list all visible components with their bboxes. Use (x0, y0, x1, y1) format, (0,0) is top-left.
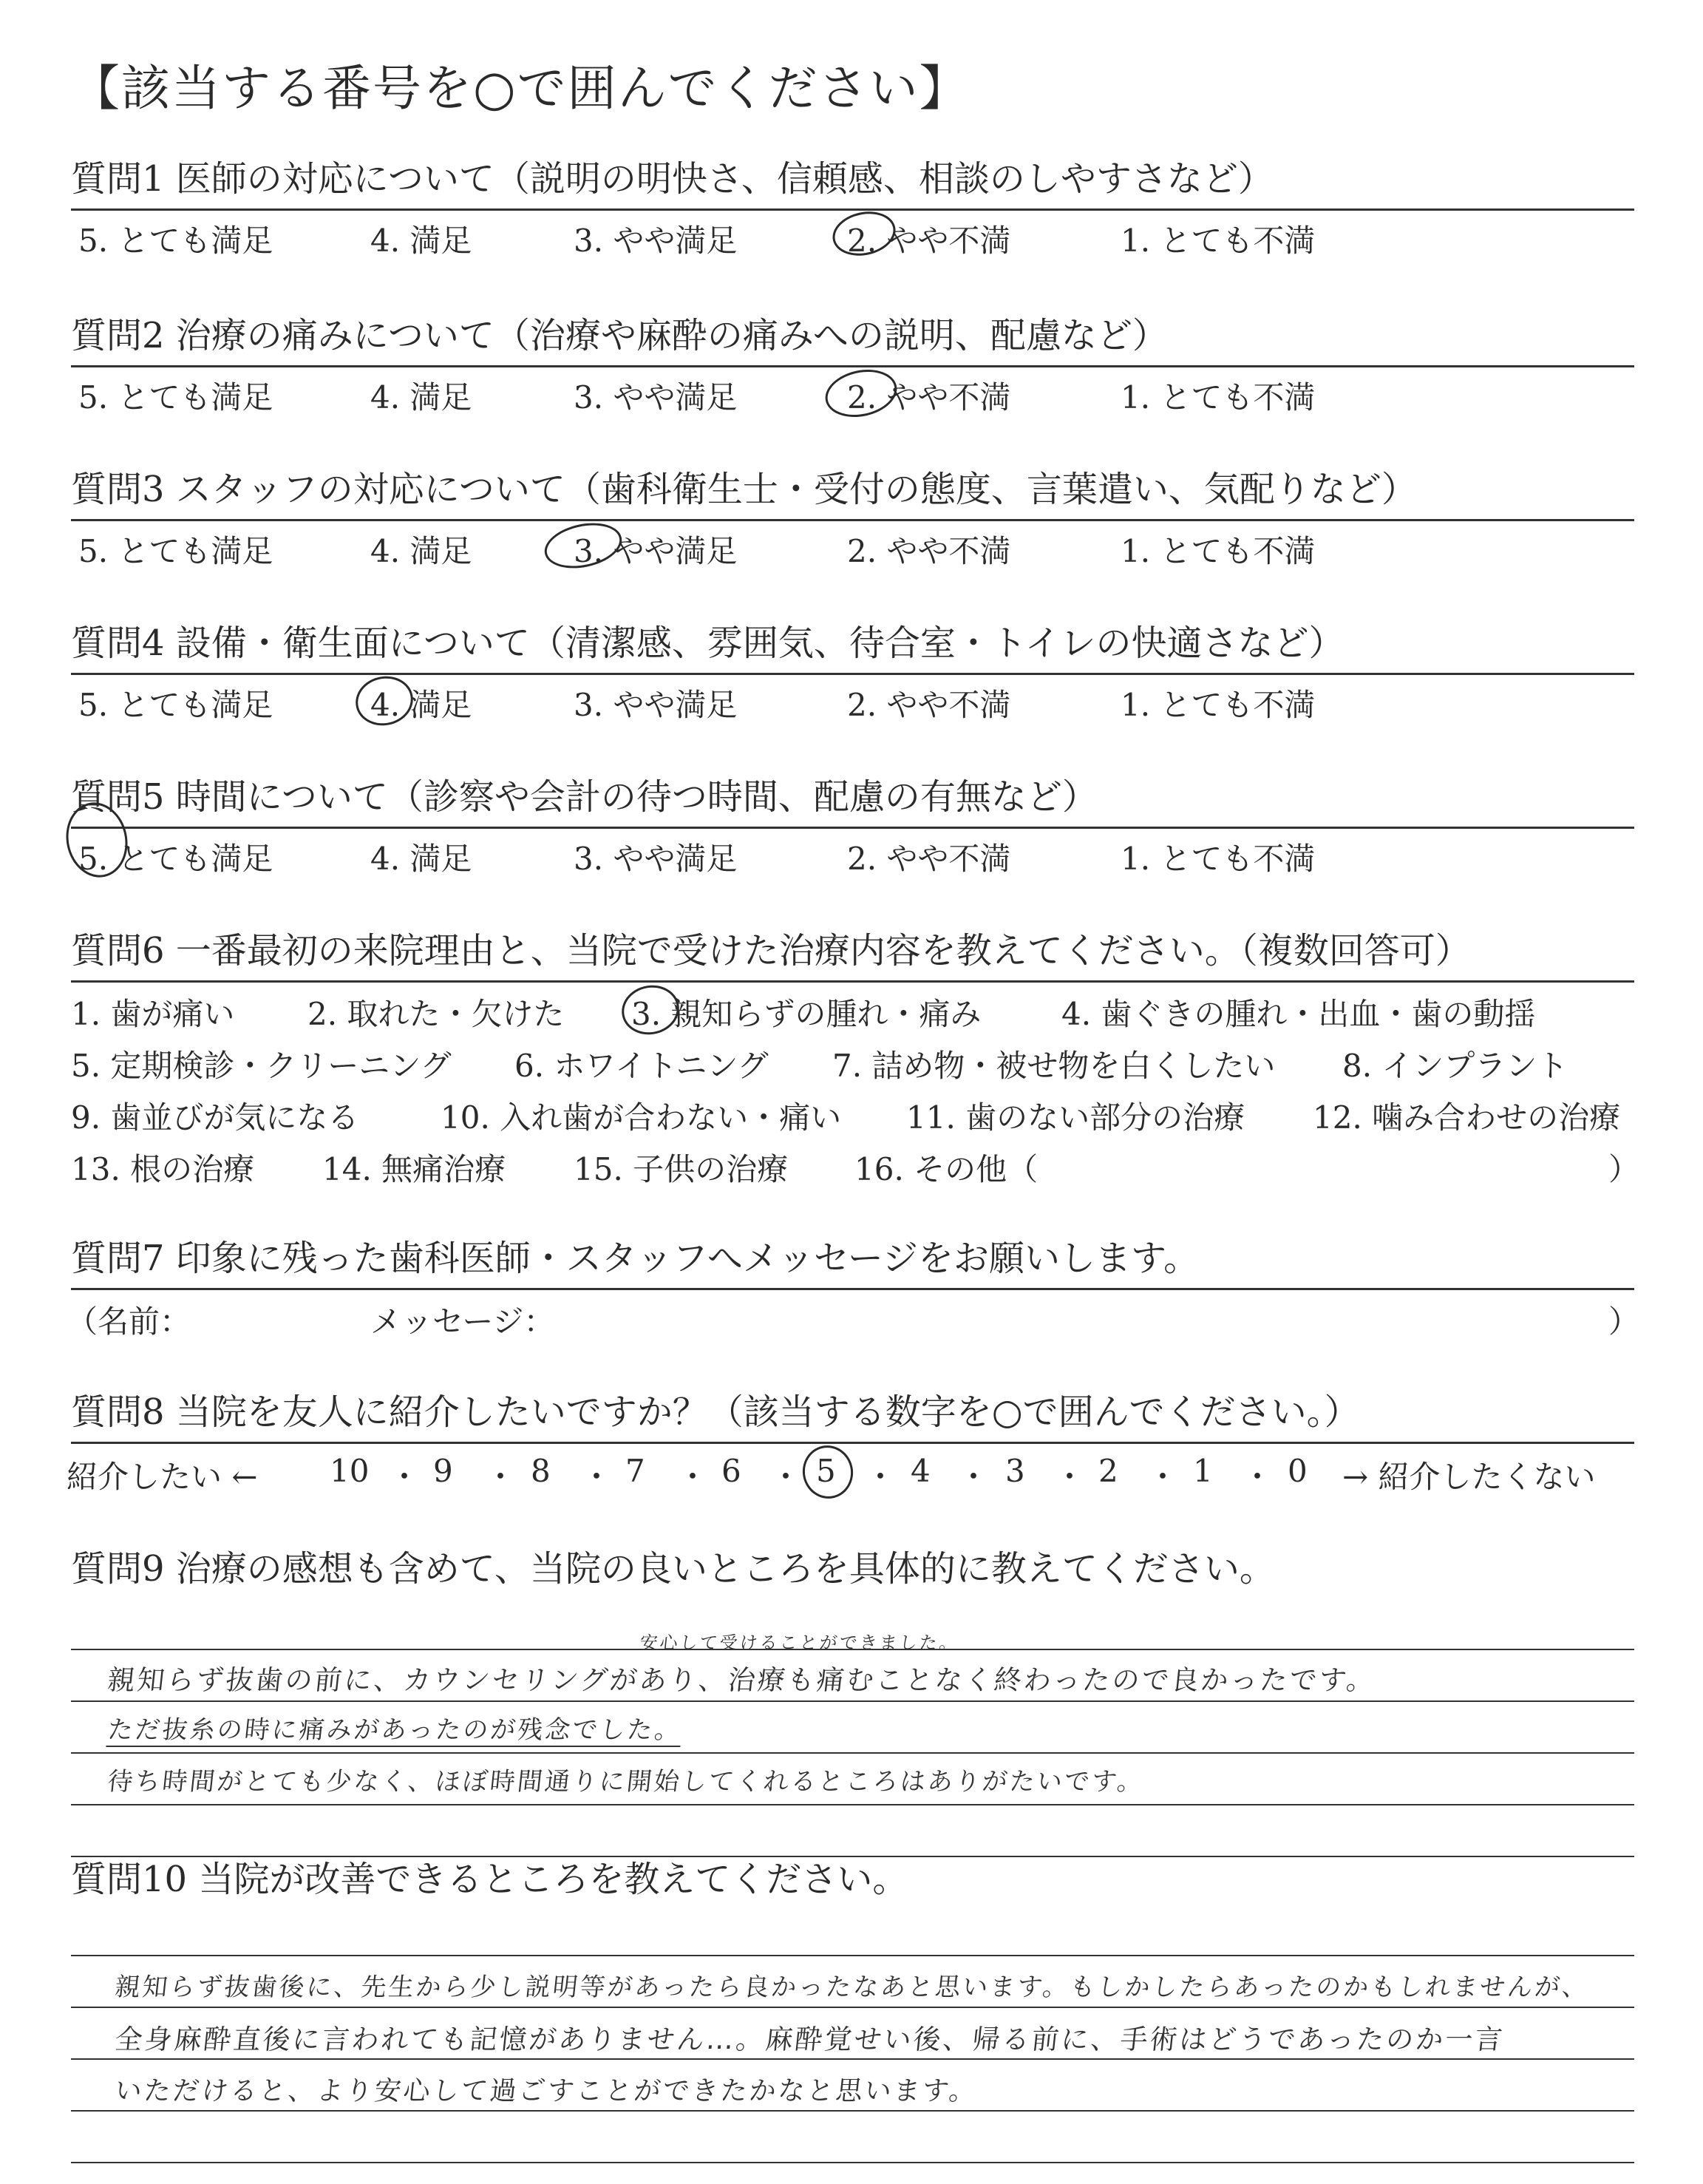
scale-9[interactable]: 9 (433, 1453, 453, 1489)
option-1[interactable]: 1. とても不満 (1121, 687, 1316, 723)
reason-13[interactable]: 13. 根の治療 (71, 1151, 255, 1187)
scale-separator: ・ (958, 1459, 990, 1495)
rating-options (71, 521, 1634, 569)
scale-1[interactable]: 1 (1193, 1453, 1213, 1489)
question-title: 質問1 医師の対応について（説明の明快さ、信頼感、相談のしやすさなど） (71, 158, 1274, 200)
handwritten-answer-line: 全身麻酔直後に言われても記憶がありません…。麻酔覚せい後、帰る前に、手術はどうであったのか一言 (113, 2024, 1506, 2055)
question-10 (71, 1856, 1634, 2184)
question-7 (67, 1235, 1640, 1340)
writing-line (71, 2007, 1634, 2008)
message-line (67, 1290, 1640, 1340)
question-6 (71, 927, 1640, 1197)
question-title: 質問3 スタッフの対応について（歯科衛生士・受付の態度、言葉遣い、気配りなど） (71, 469, 1417, 510)
handwritten-answer-line: 親知らず抜歯後に、先生から少し説明等があったら良かったなあと思います。もしかしたらあったのかもしれませんが、 (113, 1973, 1591, 2002)
handwritten-answer-line: いただけると、より安心して過ごすことができたかなと思います。 (113, 2076, 979, 2106)
scale-6[interactable]: 6 (721, 1453, 741, 1489)
scale-7[interactable]: 7 (625, 1453, 645, 1489)
reason-6[interactable]: 6. ホワイトニング (514, 1048, 769, 1084)
writing-line (71, 1955, 1634, 1956)
writing-line (71, 1752, 1634, 1754)
reason-1[interactable]: 1. 歯が痛い (71, 996, 235, 1032)
reason-2[interactable]: 2. 取れた・欠けた (307, 996, 565, 1032)
scale-separator: ・ (1242, 1459, 1274, 1495)
rating-options (71, 829, 1634, 877)
handwritten-answer-line: 待ち時間がとても少なく、ほぼ時間通りに開始してくれるところはありがたいです。 (106, 1767, 1146, 1797)
scale-0[interactable]: 0 (1288, 1453, 1308, 1489)
scale-separator: ・ (1147, 1459, 1179, 1495)
option-2[interactable]: 2. やや不満 (847, 379, 1011, 416)
question-title: 質問4 設備・衛生面について（清潔感、雰囲気、待合室・トイレの快適さなど） (71, 623, 1345, 664)
question-title: 質問8 当院を友人に紹介したいですか？（該当する数字を○で囲んでください。） (71, 1391, 1360, 1433)
option-3[interactable]: 3. やや満足 (574, 379, 738, 416)
option-5[interactable]: 5. とても満足 (78, 533, 273, 569)
option-3[interactable]: 3. やや満足 (574, 687, 738, 723)
reason-12[interactable]: 12. 噛み合わせの治療 (1313, 1099, 1621, 1136)
option-5[interactable]: 5. とても満足 (78, 223, 273, 259)
scale-separator: ・ (485, 1459, 517, 1495)
reason-8[interactable]: 8. インプラント (1342, 1048, 1568, 1084)
scale-separator: ・ (865, 1459, 897, 1495)
option-1[interactable]: 1. とても不満 (1121, 533, 1316, 569)
question-8 (67, 1388, 1634, 1496)
question-3 (71, 466, 1634, 569)
page-heading: 【該当する番号を○で囲んでください】 (71, 60, 970, 117)
option-4[interactable]: 4. 満足 (370, 841, 472, 877)
scale-separator: ・ (1054, 1459, 1086, 1495)
question-title: 質問5 時間について（診察や会計の待つ時間、配慮の有無など） (71, 776, 1098, 818)
option-1[interactable]: 1. とても不満 (1121, 379, 1316, 416)
answer-area (71, 1903, 1634, 2184)
option-4[interactable]: 4. 満足 (370, 379, 472, 416)
option-5[interactable]: 5. とても満足 (78, 379, 273, 416)
reason-5[interactable]: 5. 定期検診・クリーニング (71, 1048, 452, 1084)
writing-line (71, 2110, 1634, 2112)
question-1 (71, 155, 1634, 259)
writing-line (71, 1804, 1634, 1805)
scale-3[interactable]: 3 (1005, 1453, 1025, 1489)
scale-10[interactable]: 10 (330, 1453, 370, 1489)
question-5 (71, 773, 1634, 877)
scale-separator: ・ (677, 1459, 709, 1495)
option-3[interactable]: 3. やや満足 (574, 841, 738, 877)
reason-16[interactable]: 16. その他（ (854, 1151, 1039, 1187)
option-2[interactable]: 2. やや不満 (847, 687, 1011, 723)
option-5[interactable]: 5. とても満足 (78, 687, 273, 723)
answer-area (71, 1593, 1634, 1866)
reason-10[interactable]: 10. 入れ歯が合わない・痛い (441, 1099, 842, 1136)
writing-line (71, 2058, 1634, 2060)
option-4[interactable]: 4. 満足 (370, 223, 472, 259)
option-4[interactable]: 4. 満足 (370, 687, 472, 723)
scale-4[interactable]: 4 (911, 1453, 931, 1489)
selection-circle (798, 1441, 857, 1504)
option-3[interactable]: 3. やや満足 (574, 533, 738, 569)
reason-11[interactable]: 11. 歯のない部分の治療 (906, 1099, 1245, 1136)
scale-separator: ・ (770, 1459, 802, 1495)
scale-separator: ・ (581, 1459, 613, 1495)
scale-8[interactable]: 8 (531, 1453, 551, 1489)
scale-separator: ・ (389, 1459, 421, 1495)
rating-options (71, 211, 1634, 259)
message-label: メッセージ： (370, 1303, 555, 1340)
reason-15[interactable]: 15. 子供の治療 (574, 1151, 789, 1187)
option-5[interactable]: 5. とても満足 (78, 841, 273, 877)
option-1[interactable]: 1. とても不満 (1121, 223, 1316, 259)
scale-5[interactable]: 5 (816, 1453, 836, 1489)
option-2[interactable]: 2. やや不満 (847, 223, 1011, 259)
option-1[interactable]: 1. とても不満 (1121, 841, 1316, 877)
reason-9[interactable]: 9. 歯並びが気になる (71, 1099, 359, 1136)
question-title: 質問2 治療の痛みについて（治療や麻酔の痛みへの説明、配慮など） (71, 315, 1168, 356)
option-4[interactable]: 4. 満足 (370, 533, 472, 569)
question-title: 質問6 一番最初の来院理由と、当院で受けた治療内容を教えてください。（複数回答可） (71, 930, 1471, 971)
reason-7[interactable]: 7. 詰め物・被せ物を白くしたい (832, 1048, 1276, 1084)
question-2 (71, 312, 1634, 416)
scale-right-label: → 紹介したくない (1342, 1459, 1596, 1495)
reason-3[interactable]: 3. 親知らずの腫れ・痛み (631, 996, 982, 1032)
writing-line (71, 2162, 1634, 2163)
option-2[interactable]: 2. やや不満 (847, 533, 1011, 569)
close-paren: ） (1608, 1151, 1640, 1187)
option-2[interactable]: 2. やや不満 (847, 841, 1011, 877)
reason-options (71, 983, 1640, 1197)
referral-scale (67, 1444, 1634, 1496)
question-title: 質問9 治療の感想も含めて、当院の良いところを具体的に教えてください。 (71, 1548, 1275, 1590)
scale-left-label: 紹介したい ← (67, 1459, 258, 1495)
rating-options (71, 367, 1634, 416)
rating-options (71, 675, 1634, 723)
question-title: 質問7 印象に残った歯科医師・スタッフへメッセージをお願いします。 (71, 1238, 1200, 1279)
reason-14[interactable]: 14. 無痛治療 (322, 1151, 506, 1187)
handwritten-answer-line: ただ抜糸の時に痛みがあったのが残念でした。 (106, 1709, 684, 1747)
scale-2[interactable]: 2 (1098, 1453, 1118, 1489)
close-paren: ） (1608, 1303, 1640, 1340)
option-3[interactable]: 3. やや満足 (574, 223, 738, 259)
question-4 (71, 620, 1634, 723)
reason-4[interactable]: 4. 歯ぐきの腫れ・出血・歯の動揺 (1061, 996, 1536, 1032)
question-title: 質問10 当院が改善できるところを教えてください。 (71, 1859, 908, 1900)
question-9 (71, 1545, 1634, 1866)
writing-line (71, 1700, 1634, 1702)
name-label: （名前： (67, 1303, 191, 1340)
handwritten-insert: 安心して受けることができました。 (639, 1632, 961, 1653)
handwritten-answer-line: 親知らず抜歯の前に、カウンセリングがあり、治療も痛むことなく終わったので良かったです。 (106, 1664, 1378, 1696)
